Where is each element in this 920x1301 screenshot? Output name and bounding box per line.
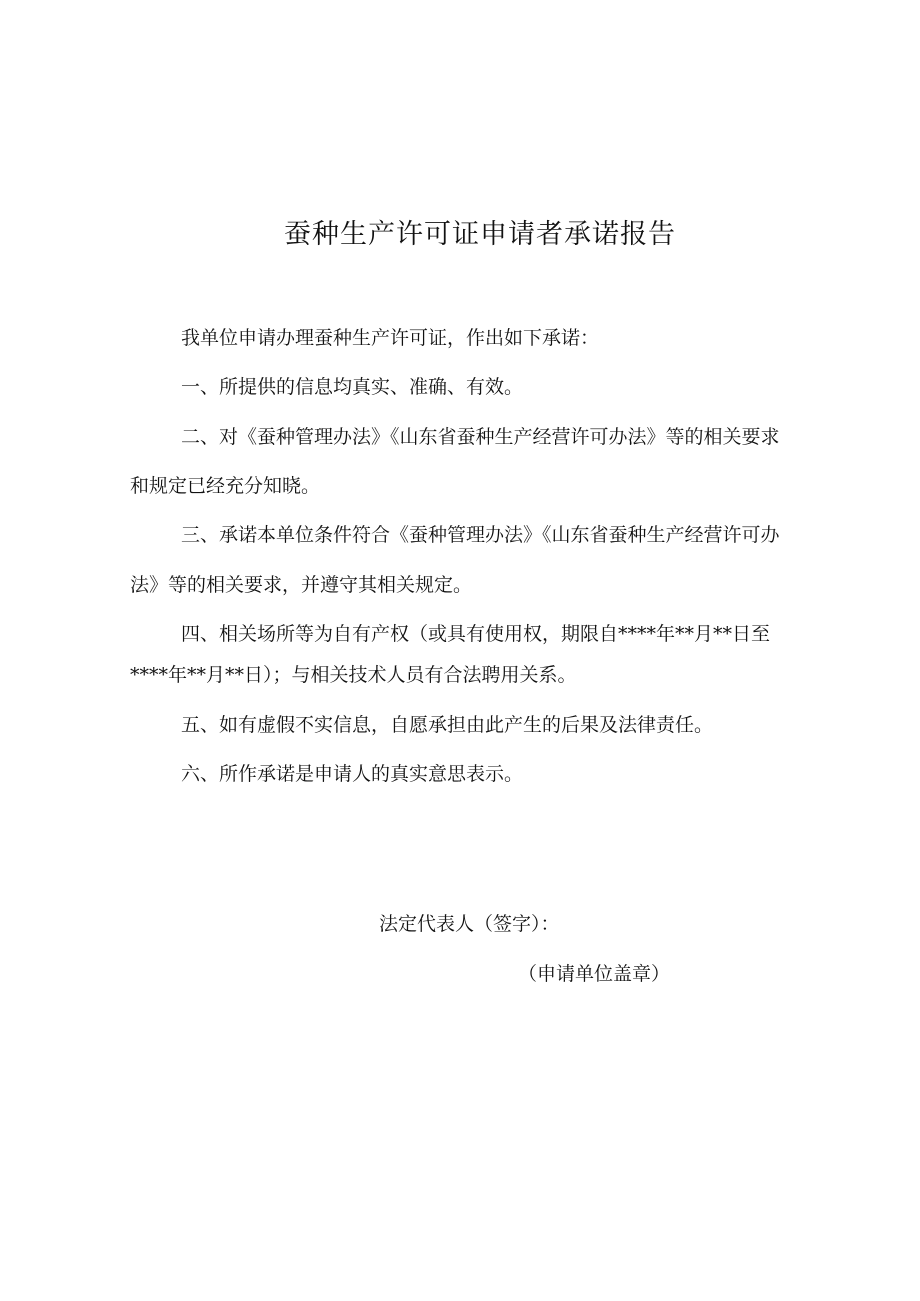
commitment-item-2-line-1: 二、对《蚕种管理办法》《山东省蚕种生产经营许可办法》等的相关要求 [181, 426, 780, 448]
signature-label: 法定代表人（签字）： [379, 913, 560, 935]
commitment-item-3-line-2: 法》等的相关要求，并遵守其相关规定。 [130, 574, 473, 596]
commitment-item-4-line-1: 四、相关场所等为自有产权（或具有使用权，期限自****年**月**日至 [181, 623, 771, 645]
commitment-item-6: 六、所作承诺是申请人的真实意思表示。 [181, 763, 524, 785]
commitment-item-4-line-2: ****年**月**日）；与相关技术人员有合法聘用关系。 [130, 664, 577, 686]
commitment-item-5: 五、如有虚假不实信息，自愿承担由此产生的后果及法律责任。 [181, 714, 714, 736]
seal-label: （申请单位盖章） [518, 963, 671, 985]
commitment-item-1: 一、所提供的信息均真实、准确、有效。 [181, 376, 524, 398]
commitment-item-2-line-2: 和规定已经充分知晓。 [130, 475, 321, 497]
commitment-item-3-line-1: 三、承诺本单位条件符合《蚕种管理办法》《山东省蚕种生产经营许可办 [181, 524, 780, 546]
intro-paragraph: 我单位申请办理蚕种生产许可证，作出如下承诺： [181, 327, 600, 349]
document-title: 蚕种生产许可证申请者承诺报告 [284, 219, 676, 250]
